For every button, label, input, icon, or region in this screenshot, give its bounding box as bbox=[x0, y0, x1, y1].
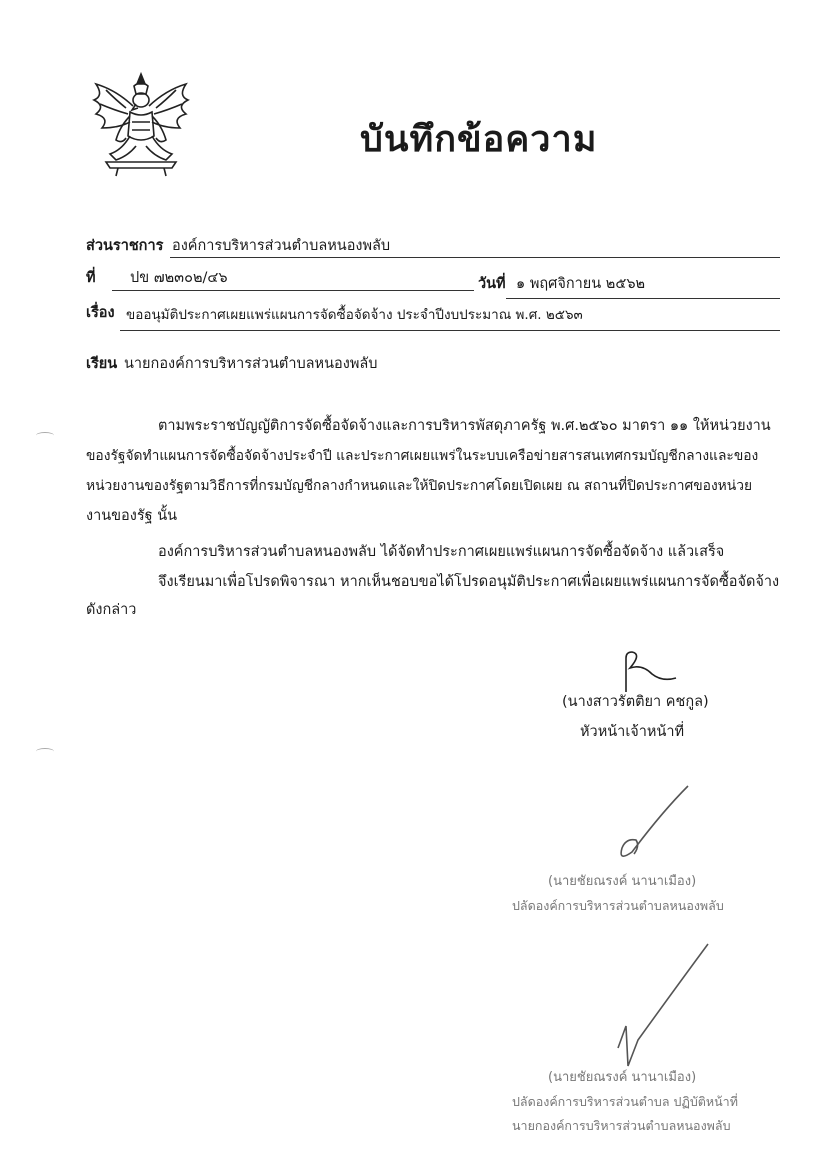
date-underline bbox=[506, 298, 780, 299]
agency-underline bbox=[170, 257, 780, 258]
garuda-emblem-icon bbox=[86, 70, 196, 182]
body-line: องค์การบริหารส่วนตำบลหนองพลับ ได้จัดทำประกาศเผยแพร่แผนการจัดซื้อจัดจ้าง แล้วเสร็จ bbox=[158, 544, 725, 560]
body-line: หน่วยงานของรัฐตามวิธีการที่กรมบัญชีกลางกำหนดและให้ปิดประกาศโดยเปิดเผย ณ สถานที่ปิดประกาศของหน่วย bbox=[86, 478, 753, 494]
body-line: ดังกล่าว bbox=[86, 602, 137, 618]
memo-title: บันทึกข้อความ bbox=[360, 119, 598, 160]
subject-underline bbox=[120, 330, 780, 331]
signer-1-name: (นางสาวรัตติยา คชกูล) bbox=[562, 694, 709, 710]
signature-mark bbox=[604, 940, 714, 1070]
subject-label: เรื่อง bbox=[86, 305, 115, 321]
salutation-label: เรียน bbox=[86, 356, 118, 372]
signer-2-position: ปลัดองค์การบริหารส่วนตำบลหนองพลับ bbox=[512, 898, 724, 913]
body-line: ของรัฐจัดทำแผนการจัดซื้อจัดจ้างประจำปี และประกาศเผยแพร่ในระบบเครือข่ายสารสนเทศกรมบัญชีกลางและของ bbox=[86, 448, 759, 464]
ref-value: ปข ๗๒๓๐๒/๔๖ bbox=[130, 270, 228, 286]
salutation-value: นายกองค์การบริหารส่วนตำบลหนองพลับ bbox=[124, 356, 378, 372]
signer-3-position: ปลัดองค์การบริหารส่วนตำบล ปฏิบัติหน้าที่ bbox=[512, 1094, 738, 1109]
binder-hole-mark bbox=[36, 432, 54, 439]
body-line: งานของรัฐ นั้น bbox=[86, 508, 178, 524]
subject-value: ขออนุมัติประกาศเผยแพร่แผนการจัดซื้อจัดจ้าง ประจำปีงบประมาณ พ.ศ. ๒๕๖๓ bbox=[126, 307, 583, 323]
ref-underline bbox=[112, 290, 474, 291]
body-line: ตามพระราชบัญญัติการจัดซื้อจัดจ้างและการบริหารพัสดุภาครัฐ พ.ศ.๒๕๖๐ มาตรา ๑๑ ให้หน่วยงาน bbox=[158, 418, 771, 434]
signer-2-name: (นายชัยณรงค์ นานาเมือง) bbox=[548, 874, 697, 889]
agency-value: องค์การบริหารส่วนตำบลหนองพลับ bbox=[172, 238, 391, 254]
signature-mark bbox=[612, 648, 682, 696]
signature-mark bbox=[612, 782, 696, 862]
body-line: จึงเรียนมาเพื่อโปรดพิจารณา หากเห็นชอบขอได้โปรดอนุมัติประกาศเพื่อเผยแพร่แผนการจัดซื้อจัดจ้าง bbox=[158, 574, 780, 590]
agency-label: ส่วนราชการ bbox=[86, 238, 164, 254]
date-label: วันที่ bbox=[478, 276, 506, 292]
signer-1-position: หัวหน้าเจ้าหน้าที่ bbox=[580, 724, 685, 740]
ref-label: ที่ bbox=[86, 270, 96, 286]
signer-3-position-2: นายกองค์การบริหารส่วนตำบลหนองพลับ bbox=[512, 1118, 731, 1133]
date-value: ๑ พฤศจิกายน ๒๕๖๒ bbox=[516, 276, 646, 292]
binder-hole-mark bbox=[36, 748, 54, 755]
signer-3-name: (นายชัยณรงค์ นานาเมือง) bbox=[548, 1070, 697, 1085]
